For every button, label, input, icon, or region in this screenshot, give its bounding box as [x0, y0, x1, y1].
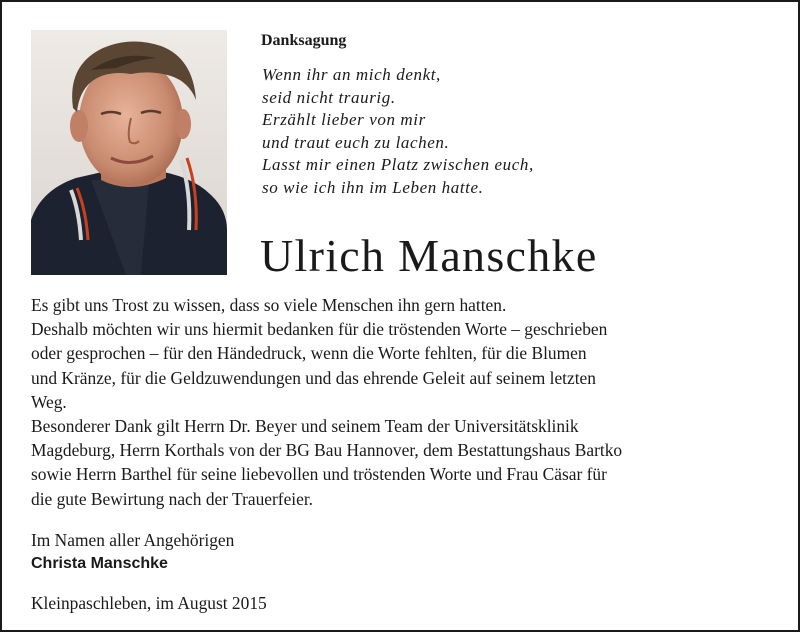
portrait-photo	[31, 30, 227, 275]
signoff-block	[31, 528, 234, 576]
portrait-image	[31, 30, 227, 275]
poem-line: und traut euch zu lachen.	[262, 132, 450, 152]
poem-line: Erzählt lieber von mir	[262, 110, 426, 129]
text-line: und Kränze, für die Geldzuwendungen und das ehrende Geleit auf seinem letzten	[31, 367, 596, 388]
text-line: die gute Bewirtung nach der Trauerfeier.	[31, 488, 314, 509]
notice-heading: Danksagung	[261, 32, 347, 49]
text-line: Weg.	[31, 391, 67, 412]
signoff-line: Im Namen aller Angehörigen	[31, 530, 235, 550]
text-line: oder gesprochen – für den Händedruck, wenn die Worte fehlten, für die Blumen	[31, 343, 587, 364]
text-line: sowie Herrn Barthel für seine liebevollen und tröstenden Worte und Frau Cäsar für	[31, 464, 607, 485]
poem-line: Lasst mir einen Platz zwischen euch,	[262, 155, 534, 174]
text-line: Magdeburg, Herrn Korthals von der BG Bau Hannover, dem Bestattungshaus Bartko	[31, 440, 623, 461]
signer-name: Christa Manschke	[31, 555, 168, 572]
poem-line: so wie ich ihn im Leben hatte.	[262, 177, 484, 197]
text-line: Es gibt uns Trost zu wissen, dass so viele Menschen ihn gern hatten.	[31, 295, 507, 315]
poem-line: Wenn ihr an mich denkt,	[262, 65, 441, 84]
memorial-poem	[262, 64, 534, 199]
thank-you-text	[31, 293, 771, 511]
poem-line: seid nicht traurig.	[262, 87, 396, 107]
text-line: Besonderer Dank gilt Herrn Dr. Beyer und seinem Team der Universitätsklinik	[31, 416, 579, 437]
place-date: Kleinpaschleben, im August 2015	[31, 593, 267, 613]
deceased-name: Ulrich Manschke	[260, 230, 598, 281]
text-line: Deshalb möchten wir uns hiermit bedanken für die tröstenden Worte – geschrieben	[31, 319, 608, 340]
